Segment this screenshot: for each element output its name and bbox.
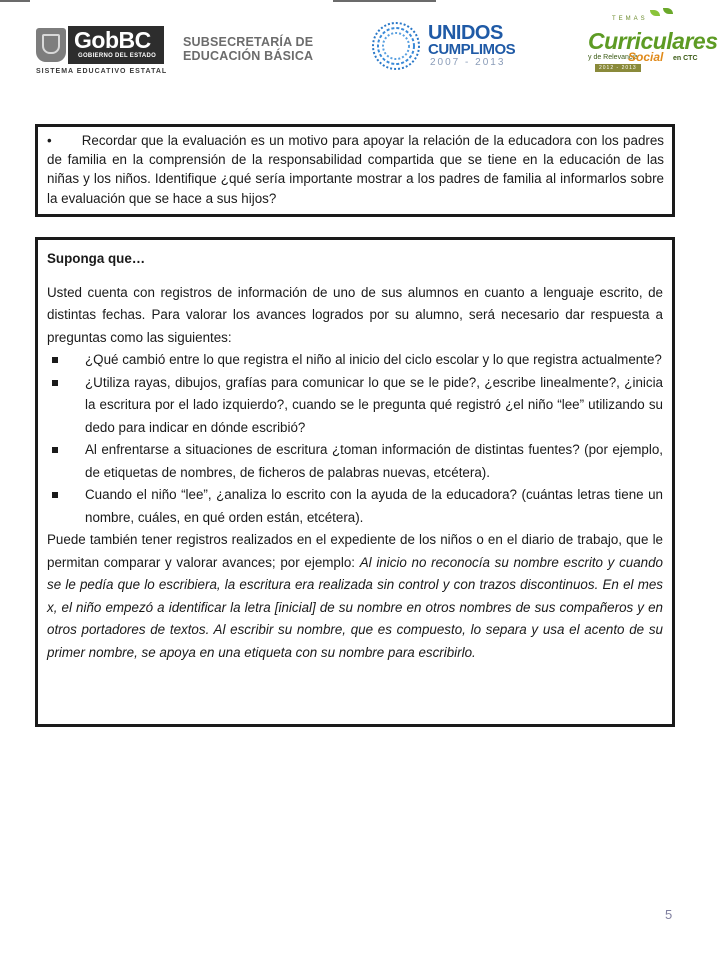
question-text: Cuando el niño “lee”, ¿analiza lo escrito con la ayuda de la educadora? (cuántas letras tiene un nombre, cuáles, en qué orden están, etcétera).	[85, 487, 663, 525]
unidos-logo-years: 2007 - 2013	[430, 57, 506, 68]
leaf-icon	[650, 10, 660, 16]
question-text: Al enfrentarse a situaciones de escritura ¿toman información de distintas fuentes? (por ejemplo, de etiquetas de nombres, de ficheros de palabras nuevas, etcétera).	[85, 442, 663, 480]
top-rule-left	[0, 0, 30, 2]
square-bullet-icon	[52, 380, 58, 386]
bullet-icon: •	[47, 133, 52, 148]
curriculares-title: Curriculares	[588, 28, 718, 54]
square-bullet-icon	[52, 492, 58, 498]
suponga-heading: Suponga que…	[47, 251, 146, 266]
leaf-icon	[663, 8, 673, 14]
reminder-paragraph	[47, 131, 664, 208]
suponga-box	[35, 237, 675, 727]
subsecretaria-line2: EDUCACIÓN BÁSICA	[183, 49, 314, 63]
list-item	[47, 439, 663, 484]
gobbc-logo-subtext: GOBIERNO DEL ESTADO	[78, 53, 157, 59]
unidos-logo-line2: CUMPLIMOS	[428, 41, 516, 58]
suponga-intro: Usted cuenta con registros de información de uno de sus alumnos en cuanto a lenguaje escrito, de distintas fechas. Para valorar los avances logrados por su alumno, será necesario dar respuesta a preguntas como las siguientes:	[47, 284, 663, 345]
list-item	[47, 484, 663, 529]
question-text: ¿Qué cambió entre lo que registra el niño al inicio del ciclo escolar y lo que registra actualmente?	[85, 352, 662, 367]
subsecretaria-line1: SUBSECRETARÍA DE	[183, 35, 314, 49]
curriculares-social: Social	[628, 50, 664, 64]
curriculares-years: 2012 - 2013	[595, 64, 641, 72]
question-list	[47, 349, 663, 529]
square-bullet-icon	[52, 447, 58, 453]
closing-paragraph	[47, 529, 663, 664]
header-logos	[0, 16, 720, 82]
curriculares-temas: TEMAS	[612, 16, 648, 22]
unidos-logo-line1: UNIDOS	[428, 22, 503, 44]
state-shield-icon	[36, 28, 66, 62]
closing-text: Puede también tener registros realizados en el expediente de los niños o en el diario de trabajo, que le permitan comparar y valorar avances; por ejemplo:	[47, 532, 663, 570]
question-text: ¿Utiliza rayas, dibujos, grafías para comunicar lo que se le pide?, ¿escribe linealmente?, ¿inicia la escritura por el lado izquierdo?, cuando se le pregunta qué registró ¿el niño “lee” utilizando su dedo para indicar en dónde escribió?	[85, 374, 663, 435]
curriculares-ctc: en CTC	[673, 55, 698, 62]
subsecretaria-logo	[183, 35, 313, 63]
square-bullet-icon	[52, 357, 58, 363]
spacer	[47, 271, 663, 282]
reminder-text: Recordar que la evaluación es un motivo para apoyar la relación de la educadora con los padres de familia en la comprensión de la responsabilidad compartida que se tiene en la educación de las niñas y los niños. Identifique ¿qué sería importante mostrar a los padres de familia al informarlos sobre la evaluación que se hace a sus hijos?	[47, 133, 664, 206]
gobbc-logo-text: GobBC	[74, 27, 151, 53]
top-rule-middle	[333, 0, 436, 2]
list-item	[47, 349, 663, 372]
list-item	[47, 372, 663, 440]
page-number: 5	[665, 907, 673, 922]
gobbc-caption: SISTEMA EDUCATIVO ESTATAL	[36, 68, 168, 75]
unidos-circle-icon	[370, 20, 422, 72]
reminder-box	[35, 124, 675, 217]
example-text: Al inicio no reconocía su nombre escrito y cuando se le pedía que lo escribiera, la escritura era realizada sin control y con trazos discontinuos. En el mes x, el niño empezó a identificar la letra [inicial] de su nombre en otros nombres de sus compañeros y en otros portadores de textos. Al escribir su nombre, que es compuesto, lo separa y usa el acento de su primer nombre, se apoya en una etiqueta con su nombre para escribirlo.	[47, 554, 664, 660]
curriculares-subtitle: y de Relevancia	[588, 54, 638, 61]
